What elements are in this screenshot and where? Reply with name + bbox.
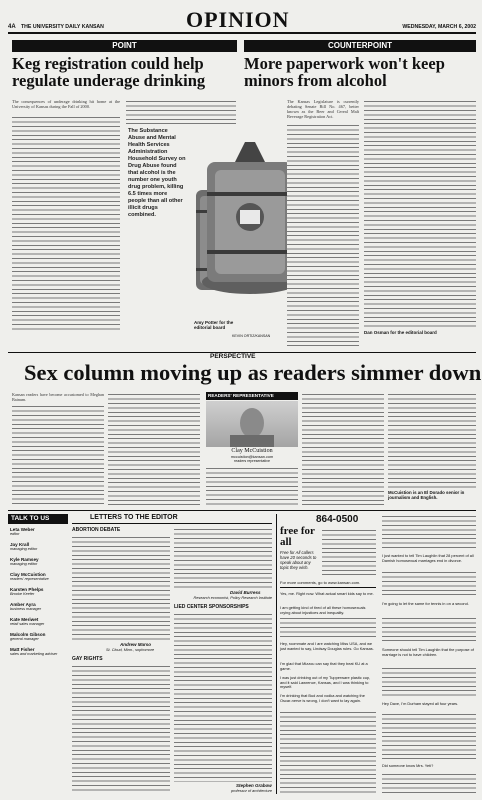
- talk-item[interactable]: [10, 527, 68, 536]
- point-body-col1: [12, 115, 120, 333]
- letter-sig3-name: Stephen Grabow: [236, 783, 272, 788]
- masthead-date: WEDNESDAY, MARCH 6, 2002: [402, 24, 476, 30]
- free-for-all-quote-cont: [280, 616, 376, 638]
- counterpoint-lead: The Kansas Legislature is currently debating Senate Bill No. 467, better known as the Beer and Cereal Malt Beverage Registration Act.: [287, 99, 359, 119]
- free-for-all-quote: I am getting kind of tired of all these homosexuals crying about injustices and inequality.: [280, 605, 366, 615]
- readers-rep-photo: [206, 401, 298, 447]
- letter-abortion-body-col2: [174, 527, 272, 589]
- talk-person-role: editor: [10, 532, 20, 536]
- talk-item[interactable]: [10, 542, 68, 551]
- free-for-all-right-mid4: [382, 712, 476, 760]
- free-for-all-title: free for all: [280, 525, 315, 548]
- letter-sig1-name: Andrew Marso: [120, 642, 152, 647]
- masthead-paper-name: THE UNIVERSITY DAILY KANSAN: [21, 24, 104, 30]
- free-for-all-right-bottom: [382, 772, 476, 794]
- counterpoint-headline: More paperwork won't keep minors from alcohol: [244, 54, 445, 90]
- counterpoint-label: COUNTERPOINT: [328, 41, 392, 50]
- talk-item[interactable]: [10, 647, 68, 656]
- talk-header: TALK TO US: [11, 515, 50, 522]
- free-for-all-note-rule: [280, 587, 376, 588]
- talk-person-name: Kyle Ramsey: [10, 557, 39, 562]
- readers-rep-name: Clay McCuistion: [231, 448, 273, 454]
- counterpoint-body-col1: [287, 123, 359, 348]
- perspective-body-col5: [388, 392, 476, 488]
- perspective-body-col3: [206, 466, 298, 506]
- counterpoint-label-bar: [244, 40, 476, 52]
- section-title: OPINION: [186, 7, 290, 32]
- free-for-all-quote: Hey, roommate and I are watching Miss USA, and we just wanted to say, Lindsay Douglas rules. Go Kansas.: [280, 641, 374, 651]
- masthead-page-left: 4A: [8, 24, 16, 30]
- free-for-all-phone[interactable]: 864-0500: [316, 514, 359, 525]
- point-lead: The consequences of underage drinking hit home at the University of Kansas during the Fall of 2000.: [12, 99, 120, 109]
- letter-sig3-place: professor of architecture: [231, 789, 272, 793]
- perspective-headline: Sex column moving up as readers simmer down: [24, 360, 482, 385]
- talk-person-name: Amber Ayra: [10, 602, 36, 607]
- talk-item[interactable]: [10, 587, 68, 596]
- talk-person-role: managing editor: [10, 547, 38, 551]
- free-for-all-quote: Yes, me. Right now. What actual smart kids say to me.: [280, 591, 374, 596]
- letter-gay-rights-body: [72, 664, 170, 794]
- perspective-lead: Kansan readers have become accustomed to Meghan Bainum.: [12, 392, 104, 402]
- letter-sig1-place: St. Cloud, Minn., sophomore: [106, 648, 155, 652]
- talk-person-role: Brooke Keefer: [10, 592, 35, 596]
- talk-item[interactable]: [10, 572, 68, 581]
- letter-topic-abortion: ABORTION DEBATE: [72, 527, 121, 533]
- readers-rep-label: READERS' REPRESENTATIVE: [208, 393, 274, 398]
- free-for-all-quote: I'm glad that Mizzou can say that they beat KU at a game.: [280, 661, 368, 671]
- letter-lied-center-body: [174, 612, 272, 782]
- free-for-all-sub: Free for All callers have 20 seconds to speak about any topic they wish.: [280, 550, 317, 570]
- talk-person-role: general manager: [10, 637, 39, 641]
- perspective-body-col1: [12, 404, 104, 506]
- talk-item[interactable]: [10, 617, 68, 626]
- readers-rep-bar: [206, 392, 298, 400]
- letter-sig2-place: Research economist, Policy Research Institute: [193, 596, 272, 600]
- free-for-all-note: For more comments, go to www.kansan.com.: [280, 580, 361, 585]
- readers-rep-note: readers representative: [234, 459, 270, 463]
- letter-abortion-body: [72, 535, 170, 640]
- free-for-all-quote-cont: [280, 710, 376, 794]
- talk-person-name: Matt Fisher: [10, 647, 35, 652]
- free-for-all-quote: Did someone know Mrs. Yeti?: [382, 763, 434, 768]
- letter-topic-gay-rights: GAY RIGHTS: [72, 656, 103, 662]
- counterpoint-byline: Dan Osman for the editorial board: [364, 330, 437, 335]
- point-byline: Amy Potter for the editorial board: [194, 320, 234, 330]
- talk-person-role: sales and marketing adviser: [10, 652, 58, 656]
- free-for-all-quote: I was just drinking out of my Tupperware plastic cup, and it said Lawrence, Kansas, and I was thinking to myself.: [280, 675, 371, 690]
- free-for-all-rules: [322, 528, 376, 576]
- talk-item[interactable]: [10, 557, 68, 566]
- free-for-all-quote: I just wanted to tell Tim Laughlin that 28 percent of all Damish homosexual marriages end in divorce.: [382, 553, 474, 563]
- lower-section-rule: [8, 510, 476, 511]
- free-for-all-quote: I'm drinking that Bud and vodka and watching the Oscar-nerve is wrong, I don't want to lay again.: [280, 693, 365, 703]
- point-headline: Keg registration could help regulate underage drinking: [12, 54, 206, 90]
- perspective-body-col4: [302, 392, 384, 506]
- perspective-body-col2: [108, 392, 200, 506]
- letters-rule: [72, 523, 272, 524]
- letter-topic-lied-center: LIED CENTER SPONSORSHIPS: [174, 604, 249, 610]
- photo-credit: KEVIN ORTIZ/KANSAN: [232, 334, 271, 338]
- free-for-all-quote: Someone should tell Tim Laughlin that the purpose of marriage is not to have children.: [382, 647, 474, 657]
- talk-header-bar: [8, 514, 68, 524]
- free-for-all-quote: Hey Dave, I'm Durham stayed all four years.: [382, 701, 459, 706]
- point-pull-quote: The Substance Abuse and Mental Health Services Administration Household Survey on Drug Abuse found that alcohol is the number one youth drug problem, killing 6.5 times more people than all other illicit drugs combined.: [128, 128, 186, 218]
- free-for-all-divider: [276, 514, 277, 794]
- talk-person-name: Jay Krall: [10, 542, 30, 547]
- free-for-all-right-mid: [382, 570, 476, 598]
- free-for-all-right-mid3: [382, 666, 476, 698]
- talk-person-name: Karsten Phelps: [10, 587, 44, 592]
- talk-person-role: business manager: [10, 607, 42, 611]
- masthead: [8, 6, 476, 34]
- perspective-label: PERSPECTIVE: [210, 353, 256, 360]
- perspective-byline: McCuistion is an El Dorado senior in journalism and English.: [388, 490, 465, 500]
- talk-item[interactable]: [10, 602, 68, 611]
- talk-person-name: Kate Meriwet: [10, 617, 39, 622]
- free-for-all-right-top: [382, 514, 476, 550]
- letters-header: LETTERS TO THE EDITOR: [90, 514, 178, 521]
- talk-person-name: Clay McCuistion: [10, 572, 46, 577]
- point-label: POINT: [112, 41, 137, 50]
- talk-person-role: retail sales manager: [10, 622, 45, 626]
- free-for-all-right-mid2: [382, 616, 476, 644]
- talk-person-role: readers' representative: [10, 577, 49, 581]
- talk-list: [10, 527, 68, 662]
- talk-person-name: Malcolm Gibson: [10, 632, 46, 637]
- counterpoint-body-col2: [364, 99, 476, 327]
- talk-person-role: managing editor: [10, 562, 38, 566]
- letter-sig2-name: David Burress: [230, 590, 261, 595]
- talk-item[interactable]: [10, 632, 68, 641]
- talk-person-name: Leta Weber: [10, 527, 35, 532]
- free-for-all-quote: I'm going to let the same for tennis in on a second.: [382, 601, 469, 606]
- masthead-rule: [8, 32, 476, 34]
- readers-rep-email[interactable]: mccuistion@kansan.com: [230, 455, 274, 459]
